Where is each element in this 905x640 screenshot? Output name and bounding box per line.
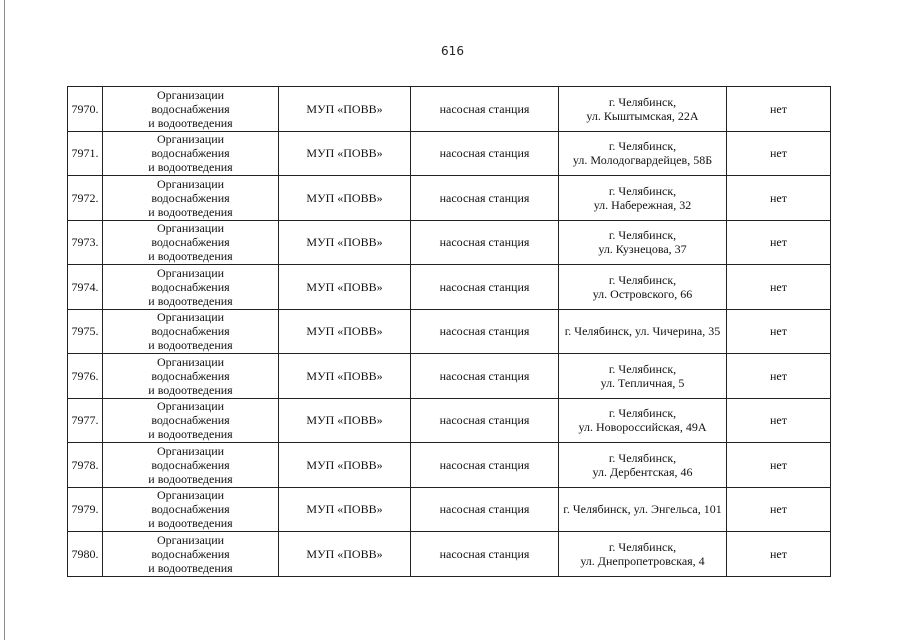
object-cell: насосная станция — [411, 532, 559, 577]
address-line: ул. Тепличная, 5 — [600, 375, 685, 390]
org-type-line: водоснабжения — [151, 324, 230, 339]
address-line: г. Челябинск, — [608, 272, 677, 287]
table-row — [68, 265, 831, 310]
table-row — [68, 220, 831, 265]
address-line: г. Челябинск, — [608, 539, 677, 554]
org-type-line: водоснабжения — [151, 457, 230, 472]
row-number-cell: 7978. — [68, 443, 103, 488]
object-cell: насосная станция — [411, 265, 559, 310]
address-cell — [559, 265, 727, 310]
address-line: г. Челябинск, — [608, 406, 677, 421]
address-line: ул. Островского, 66 — [592, 286, 693, 301]
organization-cell: МУП «ПОВВ» — [279, 532, 411, 577]
table-row — [68, 309, 831, 354]
row-number-cell: 7971. — [68, 131, 103, 176]
object-cell: насосная станция — [411, 398, 559, 443]
organization-cell: МУП «ПОВВ» — [279, 131, 411, 176]
address-line: ул. Кыштымская, 22А — [586, 108, 699, 123]
object-cell: насосная станция — [411, 309, 559, 354]
org-type-line: Организации — [156, 221, 225, 236]
address-line: г. Челябинск, — [608, 139, 677, 154]
address-cell — [559, 443, 727, 488]
org-type-cell — [103, 354, 279, 399]
row-number-cell: 7975. — [68, 309, 103, 354]
address-cell — [559, 487, 727, 532]
org-type-line: Организации — [156, 176, 225, 191]
org-type-cell — [103, 309, 279, 354]
address-cell — [559, 87, 727, 132]
page-number: 616 — [441, 44, 464, 58]
org-type-cell — [103, 443, 279, 488]
address-cell — [559, 176, 727, 221]
org-type-line: и водоотведения — [148, 427, 233, 442]
value-cell: нет — [727, 487, 831, 532]
table-row — [68, 131, 831, 176]
address-line: ул. Дербентская, 46 — [592, 464, 693, 479]
value-cell: нет — [727, 354, 831, 399]
org-type-line: и водоотведения — [148, 249, 233, 264]
org-type-line: Организации — [156, 354, 225, 369]
row-number-cell: 7974. — [68, 265, 103, 310]
org-type-line: и водоотведения — [148, 382, 233, 397]
value-cell: нет — [727, 265, 831, 310]
org-type-cell — [103, 398, 279, 443]
object-cell: насосная станция — [411, 443, 559, 488]
row-number-cell: 7970. — [68, 87, 103, 132]
value-cell: нет — [727, 87, 831, 132]
org-type-line: водоснабжения — [151, 235, 230, 250]
address-line: ул. Кузнецова, 37 — [598, 242, 687, 257]
org-type-line: водоснабжения — [151, 368, 230, 383]
organization-cell: МУП «ПОВВ» — [279, 309, 411, 354]
org-type-cell — [103, 265, 279, 310]
value-cell: нет — [727, 176, 831, 221]
address-line: ул. Днепропетровская, 4 — [580, 553, 705, 568]
address-line: г. Челябинск, — [608, 94, 677, 109]
organization-cell: МУП «ПОВВ» — [279, 265, 411, 310]
table-body — [68, 87, 831, 577]
org-type-line: Организации — [156, 132, 225, 147]
org-type-line: и водоотведения — [148, 293, 233, 308]
org-type-line: и водоотведения — [148, 204, 233, 219]
value-cell: нет — [727, 398, 831, 443]
org-type-line: водоснабжения — [151, 546, 230, 561]
object-cell: насосная станция — [411, 487, 559, 532]
org-type-line: водоснабжения — [151, 413, 230, 428]
table-row — [68, 176, 831, 221]
address-cell — [559, 354, 727, 399]
org-type-cell — [103, 87, 279, 132]
org-type-line: Организации — [156, 399, 225, 414]
org-type-line: и водоотведения — [148, 560, 233, 575]
object-cell: насосная станция — [411, 176, 559, 221]
row-number-cell: 7972. — [68, 176, 103, 221]
address-line: г. Челябинск, — [608, 450, 677, 465]
table-row — [68, 487, 831, 532]
org-type-line: Организации — [156, 488, 225, 503]
value-cell: нет — [727, 532, 831, 577]
org-type-line: и водоотведения — [148, 338, 233, 353]
address-line: г. Челябинск, ул. Чичерина, 35 — [564, 324, 721, 339]
row-number-cell: 7980. — [68, 532, 103, 577]
address-cell — [559, 131, 727, 176]
address-line: г. Челябинск, — [608, 228, 677, 243]
address-line: ул. Набережная, 32 — [593, 197, 692, 212]
table-row — [68, 443, 831, 488]
object-cell: насосная станция — [411, 220, 559, 265]
object-cell: насосная станция — [411, 131, 559, 176]
table-row — [68, 398, 831, 443]
org-type-line: Организации — [156, 443, 225, 458]
value-cell: нет — [727, 443, 831, 488]
organization-cell: МУП «ПОВВ» — [279, 487, 411, 532]
address-line: г. Челябинск, — [608, 183, 677, 198]
org-type-cell — [103, 220, 279, 265]
row-number-cell: 7973. — [68, 220, 103, 265]
organization-cell: МУП «ПОВВ» — [279, 176, 411, 221]
org-type-line: водоснабжения — [151, 146, 230, 161]
org-type-cell — [103, 532, 279, 577]
address-cell — [559, 398, 727, 443]
org-type-line: и водоотведения — [148, 516, 233, 531]
org-type-cell — [103, 131, 279, 176]
organization-cell: МУП «ПОВВ» — [279, 87, 411, 132]
organization-cell: МУП «ПОВВ» — [279, 220, 411, 265]
address-cell — [559, 220, 727, 265]
page-edge-line — [4, 0, 5, 640]
org-type-line: водоснабжения — [151, 101, 230, 116]
org-type-line: Организации — [156, 87, 225, 102]
table-row — [68, 87, 831, 132]
org-type-line: Организации — [156, 265, 225, 280]
address-cell — [559, 532, 727, 577]
address-line: г. Челябинск, — [608, 361, 677, 376]
value-cell: нет — [727, 309, 831, 354]
address-cell — [559, 309, 727, 354]
address-line: г. Челябинск, ул. Энгельса, 101 — [563, 502, 722, 517]
object-cell: насосная станция — [411, 354, 559, 399]
object-cell: насосная станция — [411, 87, 559, 132]
table-row — [68, 354, 831, 399]
registry-table — [67, 86, 831, 577]
org-type-line: водоснабжения — [151, 502, 230, 517]
org-type-line: водоснабжения — [151, 279, 230, 294]
org-type-line: и водоотведения — [148, 471, 233, 486]
row-number-cell: 7976. — [68, 354, 103, 399]
org-type-line: Организации — [156, 532, 225, 547]
row-number-cell: 7979. — [68, 487, 103, 532]
organization-cell: МУП «ПОВВ» — [279, 354, 411, 399]
org-type-cell — [103, 487, 279, 532]
org-type-line: Организации — [156, 310, 225, 325]
address-line: ул. Молодогвардейцев, 58Б — [572, 153, 713, 168]
organization-cell: МУП «ПОВВ» — [279, 443, 411, 488]
address-line: ул. Новороссийская, 49А — [578, 420, 707, 435]
value-cell: нет — [727, 131, 831, 176]
org-type-line: и водоотведения — [148, 160, 233, 175]
org-type-line: водоснабжения — [151, 190, 230, 205]
value-cell: нет — [727, 220, 831, 265]
row-number-cell: 7977. — [68, 398, 103, 443]
org-type-cell — [103, 176, 279, 221]
organization-cell: МУП «ПОВВ» — [279, 398, 411, 443]
table-row — [68, 532, 831, 577]
org-type-line: и водоотведения — [148, 115, 233, 130]
